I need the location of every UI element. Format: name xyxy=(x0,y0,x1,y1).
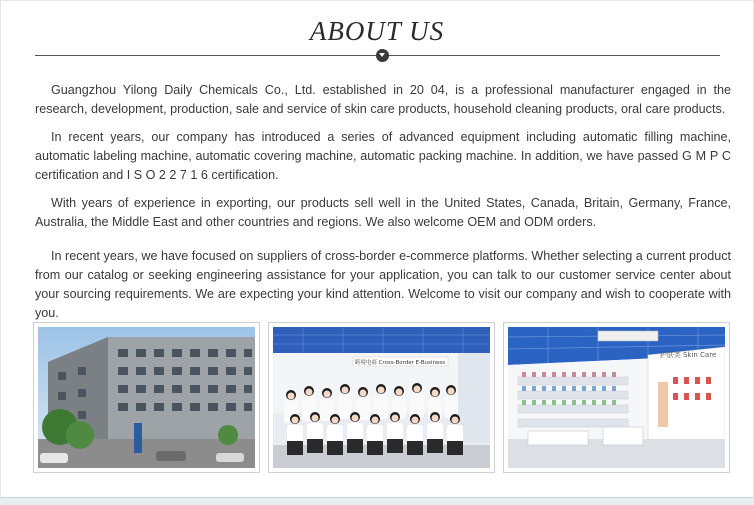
team-photo xyxy=(268,322,495,473)
export-paragraph: With years of experience in exporting, our products sell well in the United States, Canada, Britain, Germany, France, Australia, the Middle East and other countries and regions. We also welcome OEM and ODM orders. xyxy=(35,196,731,229)
showroom-image xyxy=(508,327,725,468)
intro-paragraph: Guangzhou Yilong Daily Chemicals Co., Ltd. established in 20 04, is a professional manufacturer engaged in the research, development, production, sale and service of skin care products, household cleaning products, oral care products. xyxy=(35,83,731,116)
ecommerce-paragraph: In recent years, we have focused on suppliers of cross-border e-commerce platforms. Whether selecting a current product from our catalog or seeking engineering assistance for your application, you can talk to our customer service center about your sourcing requirements. We are expecting your kind attention. Welcome to visit our company and wish to cooperate with you. xyxy=(35,249,731,320)
factory-building-image xyxy=(38,327,255,468)
page-title: ABOUT US xyxy=(309,16,445,46)
team-photo-image xyxy=(273,327,490,468)
equipment-paragraph: In recent years, our company has introduced a series of advanced equipment including automatic filling machine, automatic labeling machine, automatic covering machine, automatic packing machine. In addition, we have passed G M P C certification and I S O 2 2 7 1 6 certification. xyxy=(35,130,731,182)
chevron-down-icon xyxy=(376,49,389,62)
banner-sign: 跨境电商 Cross-Border E-Business xyxy=(354,360,446,366)
skincare-sign: 护肤类 Skin Care xyxy=(659,351,717,359)
factory-photo xyxy=(33,322,260,473)
showroom-photo xyxy=(503,322,730,473)
